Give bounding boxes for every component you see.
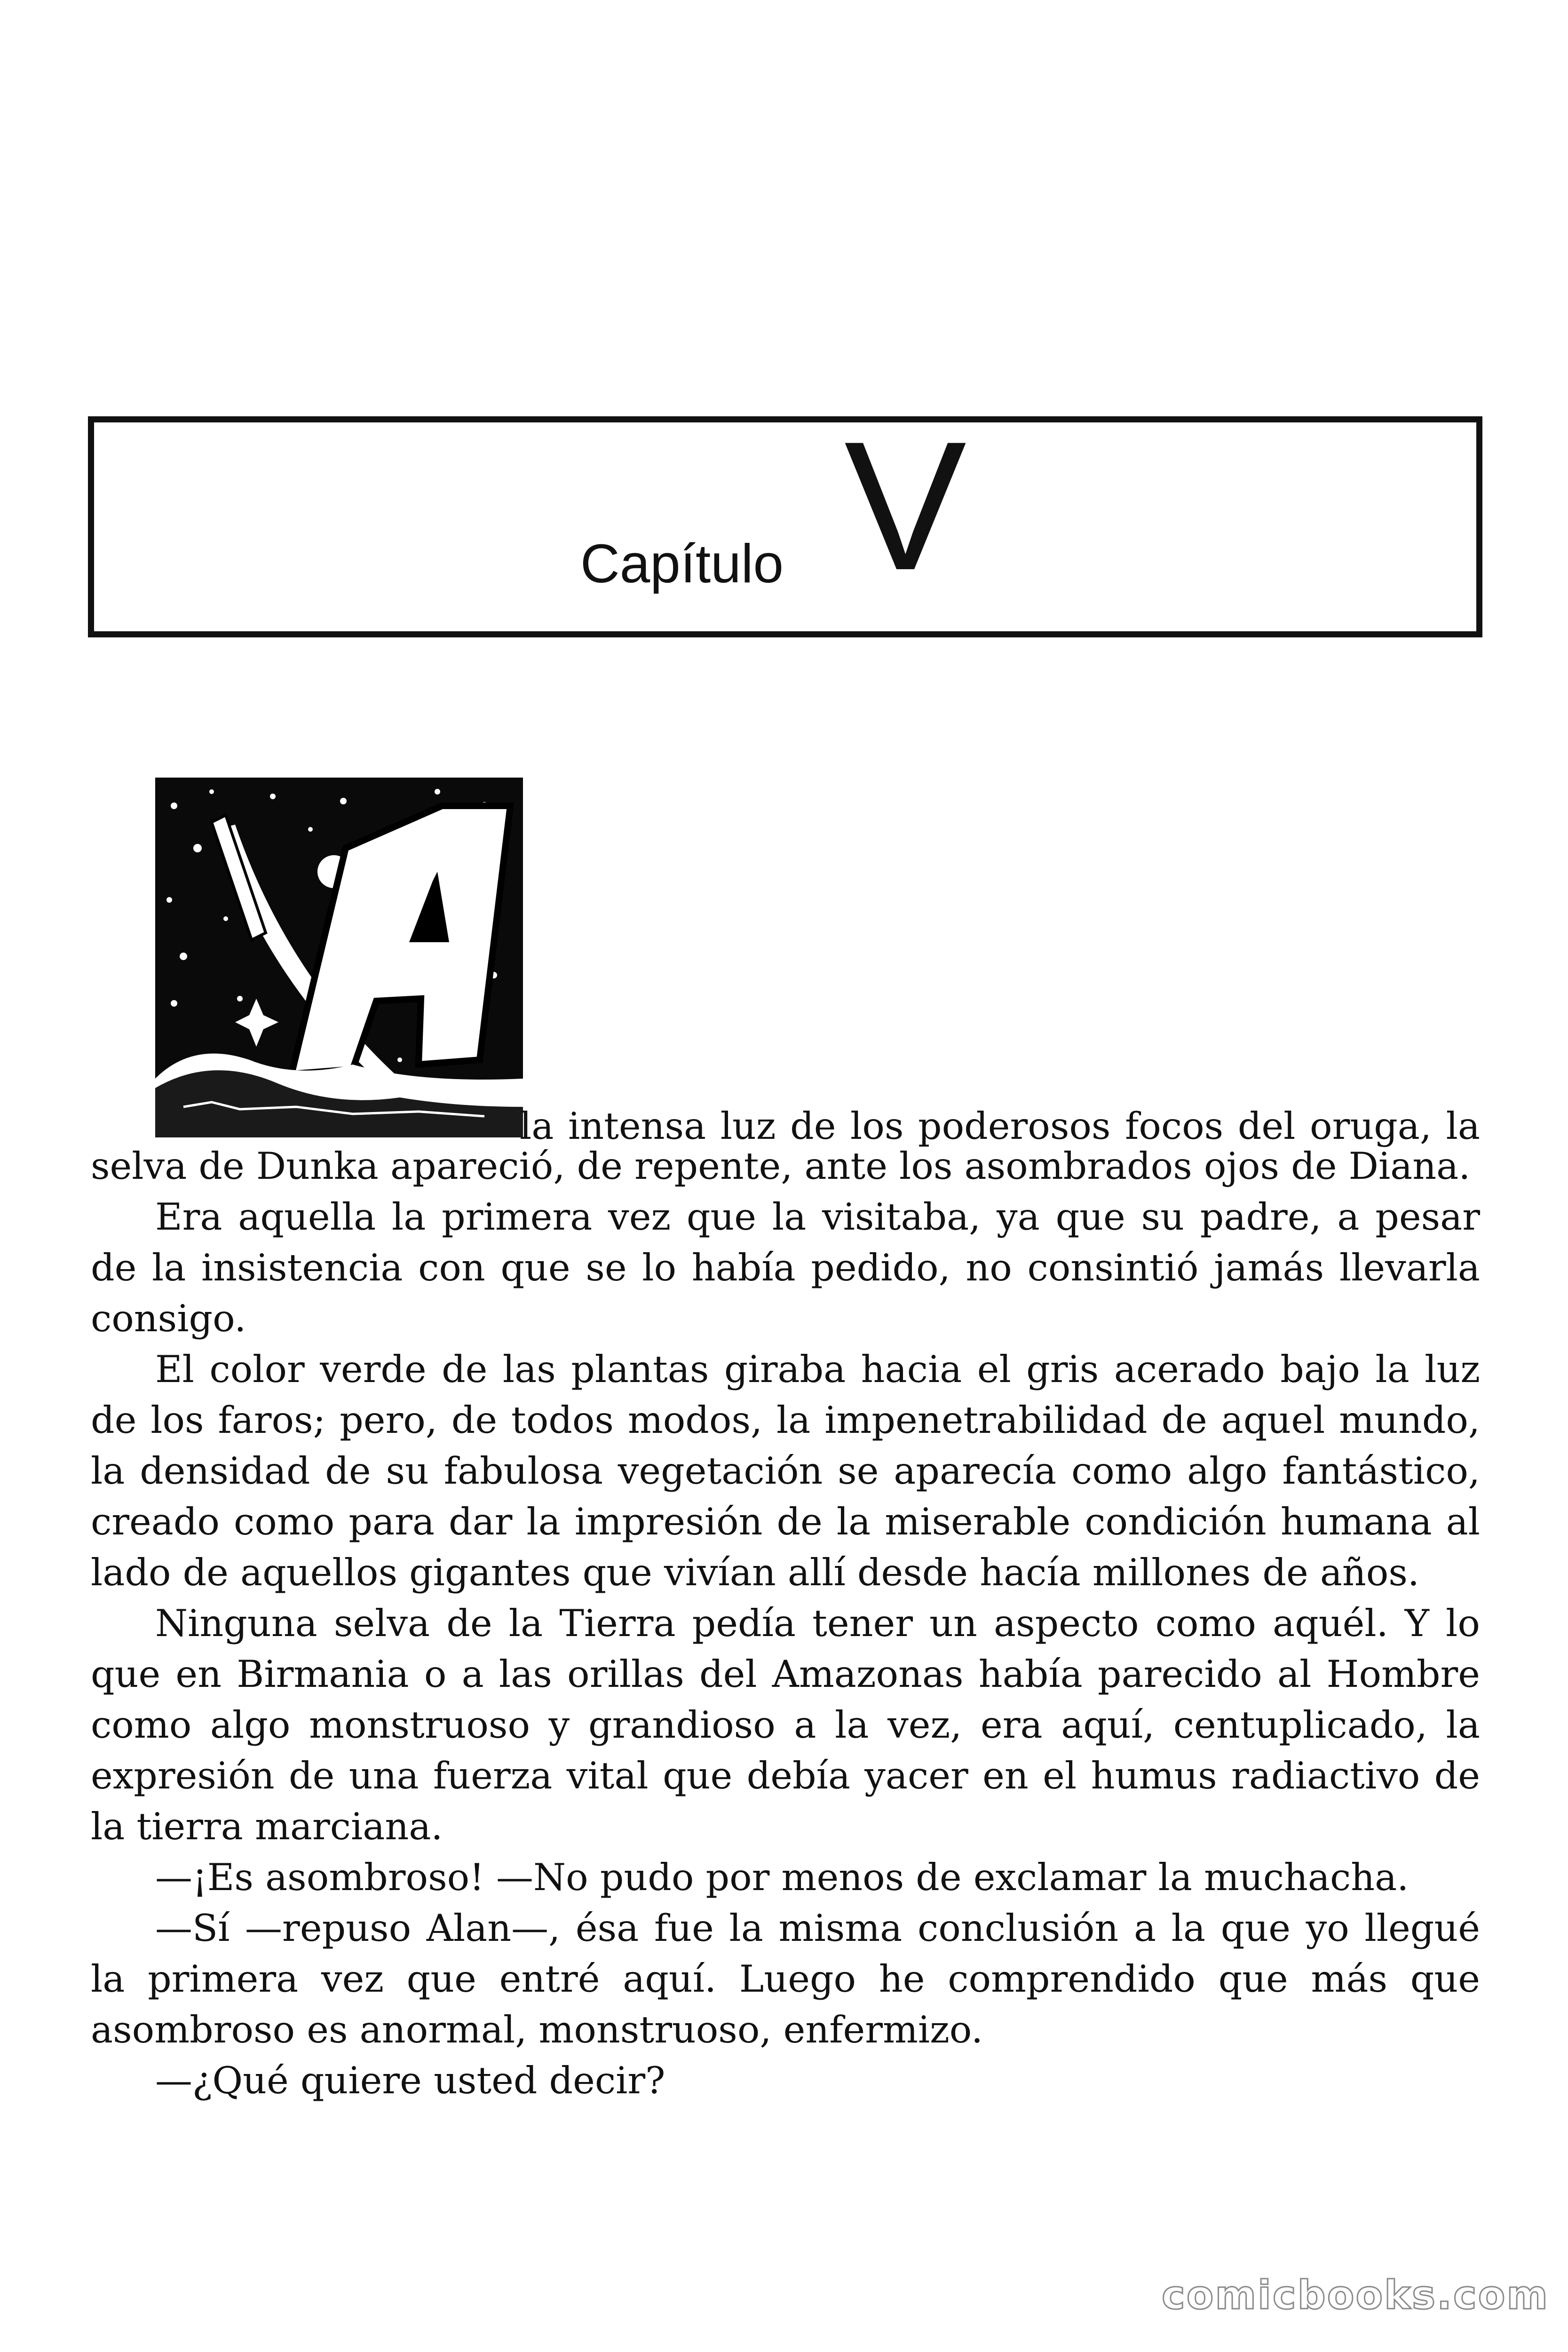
paragraph: El color verde de las plantas giraba hacia el gris acerado bajo la luz de los faros; pero, de todos modos, la impenetrabilidad de aquel mundo, la densidad de su fabulosa vegetación se aparecía como algo fantástico, creado como para dar la impresión de la miserable condición humana al lado de aquellos gigantes que vivían allí desde hacía millones de años. (91, 1348, 1480, 1594)
drop-cap-illustration (155, 778, 523, 1137)
chapter-label: Capítulo (580, 533, 784, 594)
paragraph: Era aquella la primera vez que la visitaba, ya que su padre, a pesar de la insistencia con que se lo había pedido, no consintió jamás llevarla consigo. (91, 1195, 1480, 1340)
paragraph: —Sí —repuso Alan—, ésa fue la misma conclusión a la que yo llegué la primera vez que entré aquí. Luego he comprendido que más que asombroso es anormal, monstruoso, enfermizo. (91, 1907, 1480, 2051)
paragraph-text: selva de Dunka apareció, de repente, ante los asombrados ojos de Diana. (91, 1144, 1471, 1188)
chapter-heading-box (88, 403, 1482, 637)
paragraph: —¿Qué quiere usted decir? (155, 2059, 665, 2102)
paragraph (91, 1101, 1480, 1192)
paragraph: —¡Es asombroso! —No pudo por menos de exclamar la muchacha. (155, 1856, 1409, 1899)
body-text (91, 1101, 1480, 2106)
watermark: comicbooks.com (1162, 2272, 1549, 2318)
paragraph: Ninguna selva de la Tierra pedía tener un aspecto como aquél. Y lo que en Birmania o a las orillas del Amazonas había parecido al Hombre como algo monstruoso y grandioso a la vez, era aquí, centuplicado, la expresión de una fuerza vital que debía yacer en el humus radiactivo de la tierra marciana. (91, 1602, 1480, 1848)
first-line: la intensa luz de los poderosos focos del oruga, la (520, 1104, 1480, 1148)
chapter-number: V (844, 403, 967, 608)
